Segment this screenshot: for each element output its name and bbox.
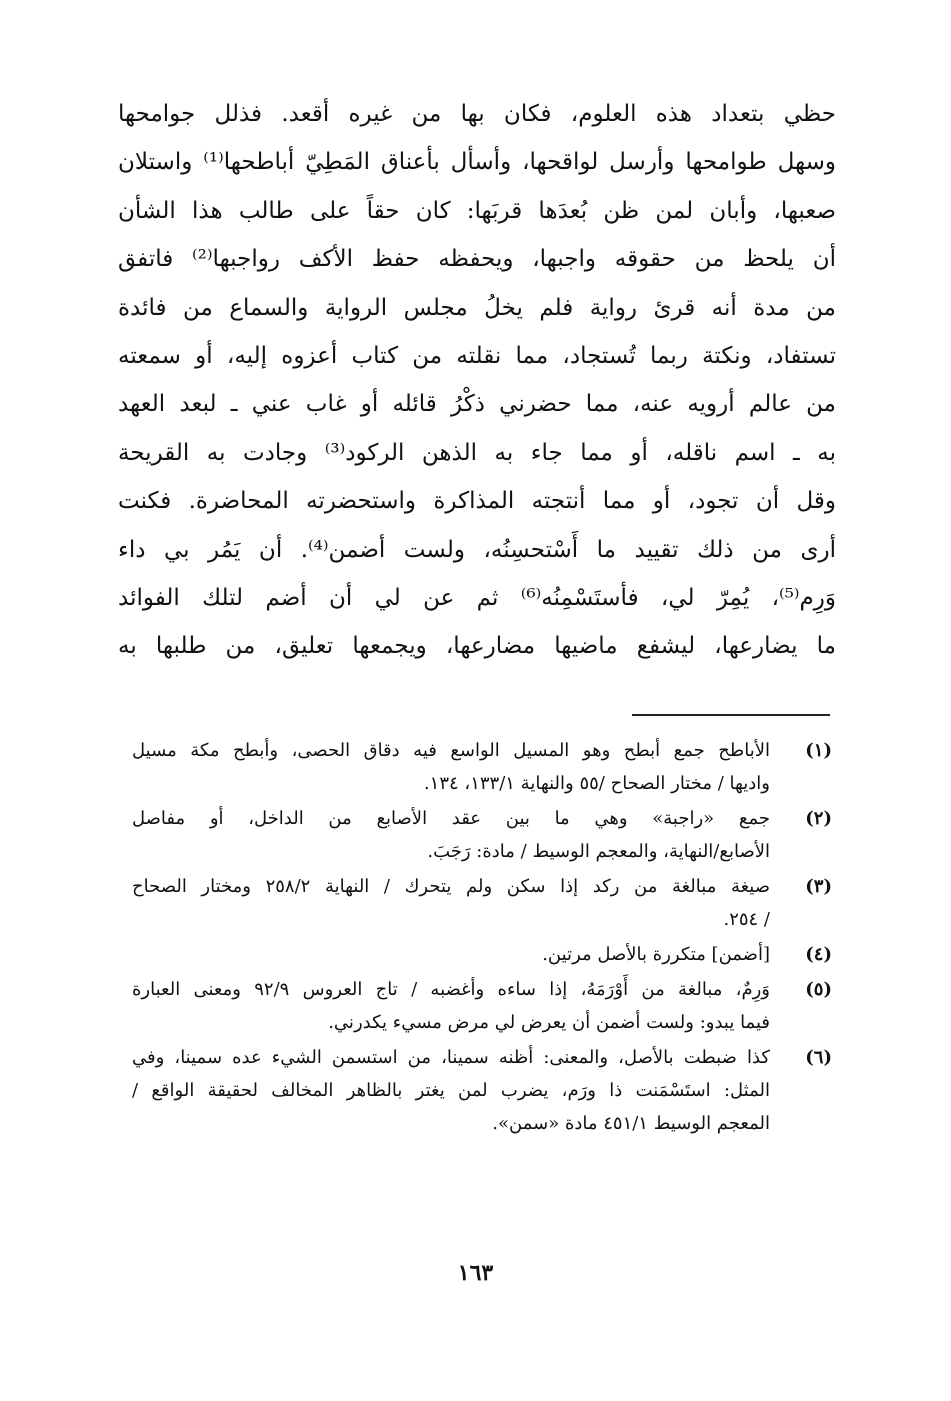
footnote-number: (٣) xyxy=(805,876,832,897)
text-line: وقل أن تجود، أو مما أنتجته المذاكرة واستحضرته المحاضرة. فكنت xyxy=(118,488,836,515)
footnote-line: / ٢٥٤. xyxy=(723,909,770,930)
text-line: وسهل طوامحها وأرسل لواقحها، وأسأل بأعناق المَطِيّ أباطحها⁽¹⁾ واستلان xyxy=(118,149,836,176)
footnote-6 xyxy=(132,1041,832,1140)
text-line: به ـ اسم ناقله، أو مما جاء به الذهن الركود⁽³⁾ وجادت به القريحة xyxy=(118,439,836,466)
text-line: من عالم أرويه عنه، مما حضرني ذكْرُ قائله أو غاب عني ـ لبعد العهد xyxy=(118,391,836,418)
footnotes xyxy=(132,734,832,1142)
footnote-number: (٤) xyxy=(805,944,832,965)
footnote-number: (١) xyxy=(805,740,832,761)
text-line: ما يضارعها، ليشفع ماضيها مضارعها، ويجمعها تعليق، من طلبها به xyxy=(118,633,836,660)
footnote-4 xyxy=(132,938,832,971)
footnote-3 xyxy=(132,870,832,936)
footnote-line: كذا ضبطت بالأصل، والمعنى: أظنه سمينا، من استسمن الشيء عده سمينا، وفي xyxy=(132,1047,770,1068)
text-line: من مدة أنه قرئ رواية فلم يخلُ مجلس الرواية والسماع من فائدة xyxy=(118,294,836,321)
footnote-5 xyxy=(132,973,832,1039)
main-text xyxy=(118,90,836,671)
footnote-number: (٢) xyxy=(805,808,832,829)
footnote-line: المثل: استَسْمَنت ذا ورَم، يضرب لمن يغتر بالظاهر المخالف لحقيقة الواقع / xyxy=(132,1080,770,1101)
footnote-line: الأباطح جمع أبطح وهو المسيل الواسع فيه دقاق الحصى، وأبطح مكة مسيل xyxy=(132,740,770,761)
footnote-divider xyxy=(632,714,830,716)
text-line: تستفاد، ونكتة ربما تُستجاد، مما نقلته من كتاب أعزوه إليه، أو سمعته xyxy=(118,342,836,369)
footnote-line: وَرِمٌ، مبالغة من أَوْرَمَهُ، إذا ساءه وأغضبه / تاج العروس ٩٢/٩ ومعنى العبارة xyxy=(132,979,770,1000)
text-line: أرى من ذلك تقييد ما أَسْتحسِنُه، ولست أضمن⁽⁴⁾. أن يَمُر بي داء xyxy=(118,536,836,563)
text-line: وَرِم⁽⁵⁾، يُمِرّ لي، فأستَسْمِنُه⁽⁶⁾ ثم عن لي أن أضم لتلك الفوائد xyxy=(118,584,836,611)
text-line: صعبها، وأبان لمن ظن بُعدَها قربَها: كان حقاً على طالب هذا الشأن xyxy=(118,197,836,224)
footnote-1 xyxy=(132,734,832,800)
footnote-number: (٥) xyxy=(805,979,832,1000)
footnote-line: الأصابع/النهاية، والمعجم الوسيط / مادة: رَجَبَ. xyxy=(427,841,770,862)
footnote-line: جمع «راجبة» وهي ما بين عقد الأصابع من الداخل، أو مفاصل xyxy=(132,808,770,829)
text-line: أن يلحظ من حقوقه واجبها، ويحفظه حفظ الأكف رواجبها⁽²⁾ فاتفق xyxy=(118,246,836,273)
text-line: حظي بتعداد هذه العلوم، فكان بها من غيره أقعد. فذلل جوامحها xyxy=(118,101,836,127)
footnote-line: فيما يبدو: ولست أضمن أن يعرض لي مرض مسيء يكدرني. xyxy=(328,1012,770,1033)
footnote-line: صيغة مبالغة من ركد إذا سكن ولم يتحرك / النهاية ٢٥٨/٢ ومختار الصحاح xyxy=(132,876,770,897)
footnote-line: واديها / مختار الصحاح /٥٥ والنهاية ١٣٣/١، ١٣٤. xyxy=(423,773,770,794)
footnote-number: (٦) xyxy=(805,1047,832,1068)
footnote-line: المعجم الوسيط ٤٥١/١ مادة «سمن». xyxy=(492,1113,770,1134)
footnote-2 xyxy=(132,802,832,868)
footnote-line: [أضمن] متكررة بالأصل مرتين. xyxy=(542,944,770,965)
page-number: ١٦٣ xyxy=(457,1260,494,1286)
